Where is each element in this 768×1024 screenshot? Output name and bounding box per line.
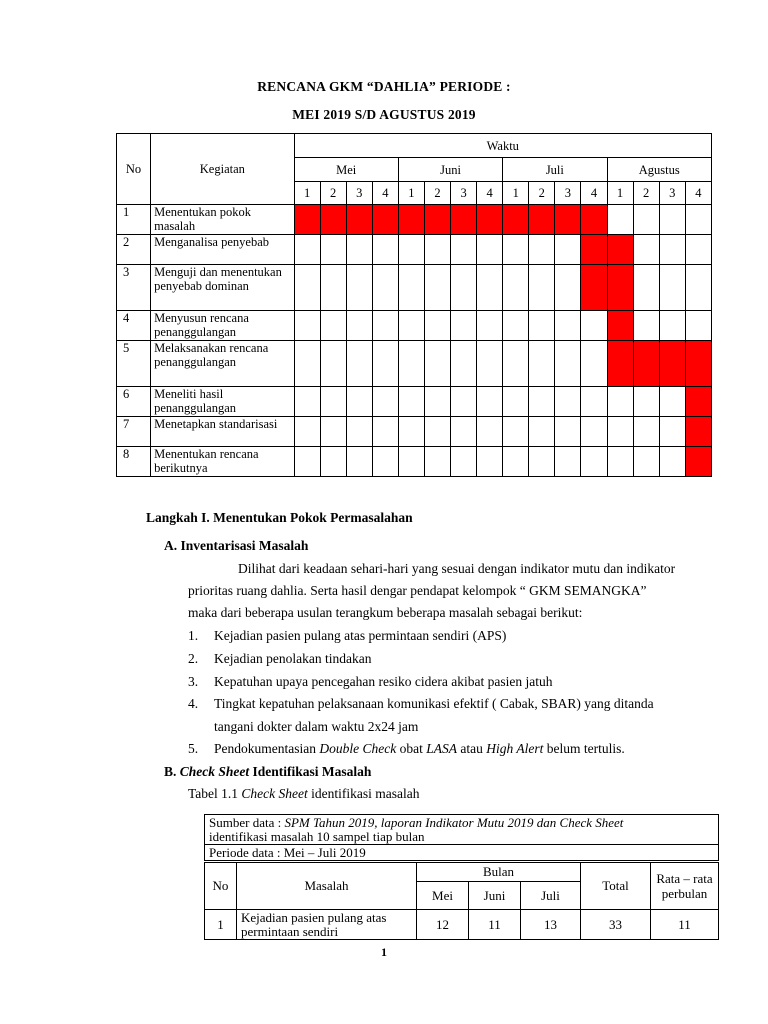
- gantt-cell: [659, 235, 685, 265]
- gantt-week-header: 1: [503, 182, 529, 205]
- checksheet-month-header: Juli: [521, 882, 581, 910]
- gantt-month-header: Juli: [503, 158, 607, 182]
- intro-para-line3: maka dari beberapa usulan terangkum beberapa masalah sebagai berikut:: [188, 605, 583, 620]
- list-item-text: Tingkat kepatuhan pelaksanaan komunikasi efektif ( Cabak, SBAR) yang ditanda: [214, 696, 654, 711]
- gantt-cell: [607, 447, 633, 477]
- gantt-month-header: Mei: [294, 158, 398, 182]
- gantt-cell-filled: [346, 205, 372, 235]
- gantt-cell: [424, 265, 450, 311]
- gantt-cell: [659, 447, 685, 477]
- checksheet-month-header: Juni: [469, 882, 521, 910]
- gantt-row: [117, 205, 712, 235]
- gantt-cell-filled: [581, 265, 607, 311]
- gantt-cell: [607, 205, 633, 235]
- gantt-cell: [346, 235, 372, 265]
- gantt-cell: [659, 311, 685, 341]
- list-item: [188, 674, 728, 692]
- gantt-cell: [529, 235, 555, 265]
- gantt-cell: [503, 447, 529, 477]
- gantt-cell-filled: [581, 205, 607, 235]
- gantt-cell: [372, 341, 398, 387]
- gantt-cell-filled: [607, 341, 633, 387]
- checksheet-cell-total: 33: [581, 910, 651, 940]
- gantt-week-header: 2: [424, 182, 450, 205]
- gantt-cell: [424, 387, 450, 417]
- gantt-month-header: Agustus: [607, 158, 712, 182]
- gantt-cell-filled: [581, 235, 607, 265]
- gantt-cell: [529, 387, 555, 417]
- gantt-cell: [346, 341, 372, 387]
- gantt-cell: [346, 417, 372, 447]
- gantt-row-kegiatan: Menentukan pokok masalah: [151, 205, 294, 235]
- gantt-cell-filled: [659, 341, 685, 387]
- gantt-cell-filled: [555, 205, 581, 235]
- list-item: [188, 651, 728, 669]
- gantt-cell: [633, 205, 659, 235]
- checksheet-cell-juli: 13: [521, 910, 581, 940]
- gantt-week-header: 4: [685, 182, 711, 205]
- gantt-cell: [294, 387, 320, 417]
- gantt-cell: [451, 447, 477, 477]
- gantt-cell-filled: [685, 417, 711, 447]
- gantt-cell: [398, 341, 424, 387]
- gantt-week-header: 3: [451, 182, 477, 205]
- step1-heading: Langkah I. Menentukan Pokok Permasalahan: [146, 510, 413, 525]
- gantt-row-kegiatan: Menyusun rencana penanggulangan: [151, 311, 294, 341]
- checksheet-cell-mei: 12: [417, 910, 469, 940]
- gantt-cell: [633, 311, 659, 341]
- gantt-cell: [685, 311, 711, 341]
- gantt-cell-filled: [398, 205, 424, 235]
- gantt-cell: [451, 311, 477, 341]
- gantt-cell-filled: [503, 205, 529, 235]
- gantt-row-no: 5: [117, 341, 151, 387]
- gantt-cell-filled: [685, 447, 711, 477]
- gantt-cell: [581, 387, 607, 417]
- gantt-cell: [320, 341, 346, 387]
- gantt-cell: [555, 235, 581, 265]
- gantt-row-kegiatan: Melaksanakan rencana penanggulangan: [151, 341, 294, 387]
- gantt-row-kegiatan: Meneliti hasil penanggulangan: [151, 387, 294, 417]
- gantt-cell: [633, 447, 659, 477]
- gantt-cell: [503, 235, 529, 265]
- gantt-cell-filled: [477, 205, 503, 235]
- gantt-row-kegiatan: Menetapkan standarisasi: [151, 417, 294, 447]
- list-item-text: Pendokumentasian Double Check obat LASA atau High Alert belum tertulis.: [214, 741, 625, 756]
- intro-para-line1: Dilihat dari keadaan sehari-hari yang sesuai dengan indikator mutu dan indikator: [238, 561, 676, 576]
- gantt-cell: [398, 447, 424, 477]
- gantt-row-no: 3: [117, 265, 151, 311]
- gantt-week-header: 3: [659, 182, 685, 205]
- gantt-cell: [320, 417, 346, 447]
- list-item-number: 1.: [188, 628, 199, 643]
- gantt-cell: [451, 265, 477, 311]
- gantt-week-header: 4: [372, 182, 398, 205]
- gantt-row: [117, 387, 712, 417]
- gantt-row: [117, 341, 712, 387]
- gantt-cell: [685, 205, 711, 235]
- gantt-cell: [555, 265, 581, 311]
- gantt-cell: [659, 205, 685, 235]
- list-item: [188, 628, 728, 646]
- gantt-cell-filled: [607, 311, 633, 341]
- list-item-number: 2.: [188, 651, 199, 666]
- section-a-heading: A. Inventarisasi Masalah: [164, 538, 309, 553]
- gantt-cell-filled: [685, 387, 711, 417]
- checksheet-cell-masalah: Kejadian pasien pulang atas permintaan sendiri: [237, 910, 417, 940]
- gantt-row-kegiatan: Menguji dan menentukan penyebab dominan: [151, 265, 294, 311]
- list-item: [188, 696, 728, 714]
- gantt-cell-filled: [633, 341, 659, 387]
- gantt-cell: [372, 311, 398, 341]
- gantt-cell: [451, 341, 477, 387]
- gantt-cell: [451, 235, 477, 265]
- section-b-heading: B. Check Sheet Identifikasi Masalah: [164, 764, 372, 779]
- gantt-cell-filled: [320, 205, 346, 235]
- gantt-row-no: 4: [117, 311, 151, 341]
- gantt-cell-filled: [529, 205, 555, 235]
- gantt-cell: [555, 341, 581, 387]
- gantt-cell: [529, 417, 555, 447]
- gantt-cell: [555, 311, 581, 341]
- check-sheet-table: [204, 814, 719, 940]
- gantt-cell: [398, 311, 424, 341]
- gantt-cell: [529, 311, 555, 341]
- list-item: [188, 719, 728, 737]
- checksheet-header-total: Total: [581, 862, 651, 910]
- intro-para-line2: prioritas ruang dahlia. Serta hasil dengar pendapat kelompok “ GKM SEMANGKA”: [188, 583, 647, 598]
- gantt-header-waktu: Waktu: [294, 134, 711, 158]
- checksheet-header-no: No: [205, 862, 237, 910]
- document-title: RENCANA GKM “DAHLIA” PERIODE :: [257, 79, 511, 94]
- gantt-cell: [372, 235, 398, 265]
- gantt-cell: [424, 235, 450, 265]
- gantt-cell: [320, 311, 346, 341]
- gantt-cell: [633, 417, 659, 447]
- gantt-cell: [685, 265, 711, 311]
- gantt-cell: [346, 387, 372, 417]
- gantt-week-header: 3: [555, 182, 581, 205]
- gantt-row: [117, 235, 712, 265]
- gantt-cell: [659, 417, 685, 447]
- gantt-cell: [633, 387, 659, 417]
- gantt-cell: [633, 235, 659, 265]
- gantt-cell: [424, 447, 450, 477]
- gantt-cell: [581, 417, 607, 447]
- gantt-cell: [424, 311, 450, 341]
- gantt-cell: [581, 447, 607, 477]
- gantt-cell-filled: [607, 235, 633, 265]
- gantt-row-no: 7: [117, 417, 151, 447]
- gantt-cell: [294, 311, 320, 341]
- list-item-number: 4.: [188, 696, 199, 711]
- gantt-cell-filled: [607, 265, 633, 311]
- checksheet-header-rata: Rata – rata perbulan: [651, 862, 719, 910]
- gantt-week-header: 1: [607, 182, 633, 205]
- gantt-cell: [477, 311, 503, 341]
- gantt-row-no: 1: [117, 205, 151, 235]
- checksheet-header-bulan: Bulan: [417, 862, 581, 882]
- list-item-text: Kejadian pasien pulang atas permintaan sendiri (APS): [214, 628, 507, 643]
- gantt-cell: [346, 311, 372, 341]
- gantt-cell: [555, 447, 581, 477]
- gantt-cell: [659, 265, 685, 311]
- gantt-cell: [607, 417, 633, 447]
- gantt-cell: [398, 417, 424, 447]
- gantt-cell: [320, 447, 346, 477]
- gantt-cell: [372, 265, 398, 311]
- gantt-cell: [607, 387, 633, 417]
- gantt-cell-filled: [424, 205, 450, 235]
- checksheet-row: [205, 910, 719, 940]
- gantt-cell: [503, 311, 529, 341]
- gantt-row: [117, 311, 712, 341]
- gantt-cell: [320, 265, 346, 311]
- gantt-cell: [529, 341, 555, 387]
- gantt-row-no: 6: [117, 387, 151, 417]
- gantt-cell: [424, 417, 450, 447]
- gantt-cell: [477, 387, 503, 417]
- gantt-cell: [372, 417, 398, 447]
- gantt-cell: [294, 341, 320, 387]
- gantt-cell: [477, 447, 503, 477]
- gantt-week-header: 1: [294, 182, 320, 205]
- gantt-cell: [477, 235, 503, 265]
- checksheet-header-masalah: Masalah: [237, 862, 417, 910]
- list-item-number: 5.: [188, 741, 199, 756]
- gantt-cell: [503, 265, 529, 311]
- gantt-row-no: 2: [117, 235, 151, 265]
- gantt-cell: [398, 235, 424, 265]
- gantt-cell: [555, 417, 581, 447]
- gantt-row: [117, 265, 712, 311]
- gantt-cell: [320, 387, 346, 417]
- gantt-cell: [659, 387, 685, 417]
- gantt-row-kegiatan: Menganalisa penyebab: [151, 235, 294, 265]
- gantt-cell-filled: [372, 205, 398, 235]
- gantt-cell: [294, 235, 320, 265]
- gantt-cell: [529, 265, 555, 311]
- gantt-cell-filled: [685, 341, 711, 387]
- gantt-cell: [294, 417, 320, 447]
- checksheet-cell-juni: 11: [469, 910, 521, 940]
- gantt-cell: [451, 387, 477, 417]
- gantt-cell: [477, 265, 503, 311]
- gantt-cell: [503, 341, 529, 387]
- gantt-month-header: Juni: [398, 158, 502, 182]
- gantt-header-kegiatan: Kegiatan: [151, 134, 294, 205]
- gantt-cell: [294, 447, 320, 477]
- gantt-cell: [398, 265, 424, 311]
- gantt-cell: [581, 311, 607, 341]
- checksheet-cell-no: 1: [205, 910, 237, 940]
- gantt-cell: [320, 235, 346, 265]
- list-item-number: 3.: [188, 674, 199, 689]
- gantt-week-header: 2: [529, 182, 555, 205]
- table-caption: Tabel 1.1 Check Sheet identifikasi masalah: [188, 786, 420, 801]
- gantt-week-header: 1: [398, 182, 424, 205]
- gantt-cell: [398, 387, 424, 417]
- gantt-cell-filled: [294, 205, 320, 235]
- gantt-cell: [346, 447, 372, 477]
- list-item-text: Kepatuhan upaya pencegahan resiko cidera akibat pasien jatuh: [214, 674, 553, 689]
- gantt-cell: [294, 265, 320, 311]
- list-item-text: Kejadian penolakan tindakan: [214, 651, 372, 666]
- gantt-row-no: 8: [117, 447, 151, 477]
- gantt-cell: [503, 417, 529, 447]
- gantt-row: [117, 417, 712, 447]
- gantt-cell: [555, 387, 581, 417]
- periode-data-cell: Periode data : Mei – Juli 2019: [205, 845, 719, 862]
- gantt-table: [116, 133, 712, 477]
- gantt-cell: [685, 235, 711, 265]
- gantt-header-no: No: [117, 134, 151, 205]
- gantt-cell: [581, 341, 607, 387]
- gantt-cell: [346, 265, 372, 311]
- gantt-week-header: 3: [346, 182, 372, 205]
- gantt-week-header: 4: [581, 182, 607, 205]
- checksheet-month-header: Mei: [417, 882, 469, 910]
- document-subtitle: MEI 2019 S/D AGUSTUS 2019: [292, 107, 476, 122]
- gantt-week-header: 4: [477, 182, 503, 205]
- page-number: 1: [381, 945, 387, 959]
- gantt-cell: [477, 417, 503, 447]
- sumber-data-cell: Sumber data : SPM Tahun 2019, laporan Indikator Mutu 2019 dan Check Sheet identifikasi masalah 10 sampel tiap bulan: [205, 815, 719, 845]
- gantt-cell: [503, 387, 529, 417]
- gantt-cell: [372, 387, 398, 417]
- list-item-text: tangani dokter dalam waktu 2x24 jam: [214, 719, 419, 734]
- gantt-cell: [451, 417, 477, 447]
- checksheet-cell-rata: 11: [651, 910, 719, 940]
- list-item: [188, 741, 728, 759]
- gantt-cell: [477, 341, 503, 387]
- gantt-cell-filled: [451, 205, 477, 235]
- gantt-cell: [372, 447, 398, 477]
- gantt-week-header: 2: [633, 182, 659, 205]
- gantt-cell: [633, 265, 659, 311]
- gantt-cell: [529, 447, 555, 477]
- gantt-row: [117, 447, 712, 477]
- gantt-row-kegiatan: Menentukan rencana berikutnya: [151, 447, 294, 477]
- gantt-week-header: 2: [320, 182, 346, 205]
- gantt-cell: [424, 341, 450, 387]
